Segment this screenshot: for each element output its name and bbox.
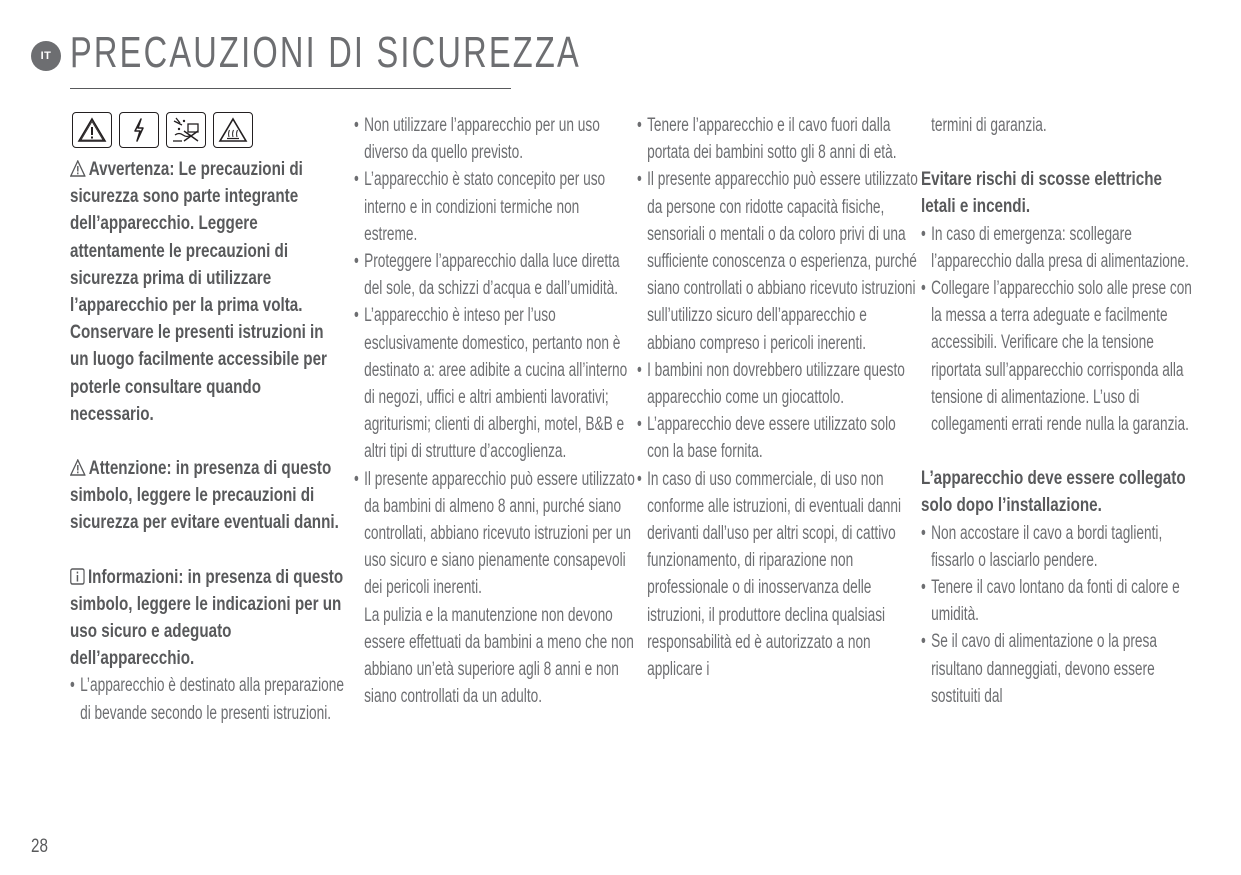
column-1 xyxy=(70,112,345,727)
list-item: • Il presente apparecchio può essere utilizzato da bambini di almeno 8 anni, purché siano controllati, abbiano ricevuto istruzioni per un uso sicuro e siano pienamente consapevoli dei pericoli inerenti. xyxy=(354,466,636,602)
do-not-immerse-icon xyxy=(166,112,206,148)
column-1-list xyxy=(70,672,345,726)
electric-safety-list xyxy=(921,221,1196,439)
list-item: • L’apparecchio è inteso per l’uso esclusivamente domestico, pertanto non è destinato a: aree adibite a cucina all’interno di negozi, uffici e altri ambienti lavorativi; agriturismi; clienti di alberghi, motel, B&B e altri tipi di strutture d’accoglienza. xyxy=(354,302,636,465)
cleaning-paragraph: La pulizia e la manutenzione non devono essere effettuati da bambini a meno che non abbiano un’età superiore agli 8 anni e non siano controllati da un adulto. xyxy=(364,604,634,708)
column-4 xyxy=(921,112,1196,710)
info-notice xyxy=(70,564,345,673)
list-item: • L’apparecchio è destinato alla preparazione di bevande secondo le presenti istruzioni. xyxy=(70,672,352,726)
list-item: • Tenere il cavo lontano da fonti di calore e umidità. xyxy=(921,574,1203,628)
list-item: • Non utilizzare l’apparecchio per un uso diverso da quello previsto. xyxy=(354,112,636,166)
list-item: • Se il cavo di alimentazione o la presa risultano danneggiati, devono essere sostituiti dal xyxy=(921,628,1203,710)
warning-icon xyxy=(70,160,86,177)
section-heading-electric: Evitare rischi di scosse elettriche letali e incendi. xyxy=(921,168,1162,218)
column-3-list xyxy=(637,112,918,683)
safety-symbols xyxy=(72,112,345,148)
column-2-list xyxy=(354,112,635,602)
list-item: • Il presente apparecchio può essere utilizzato da persone con ridotte capacità fisiche, sensoriali o mentali o da coloro privi di una sufficiente conoscenza o esperienza, purché siano controllati o abbiano ricevuto istruzioni sull’utilizzo sicuro dell’apparecchio e abbiano compreso i pericoli inerenti. xyxy=(637,166,919,356)
page-title: PRECAUZIONI DI SICUREZZA xyxy=(70,28,581,77)
warning-notice xyxy=(70,156,345,428)
language-badge: IT xyxy=(31,41,61,71)
page-number: 28 xyxy=(31,836,48,857)
list-item: • In caso di uso commerciale, di uso non conforme alle istruzioni, di eventuali danni derivanti dall’uso per altri scopi, di cattivo funzionamento, di riparazione non professionale o di inosservanza delle istruzioni, il produttore declina qualsiasi responsabilità ed è autorizzato a non applicare i xyxy=(637,466,919,684)
list-item: • In caso di emergenza: scollegare l’apparecchio dalla presa di alimentazione. xyxy=(921,221,1203,275)
installation-list xyxy=(921,520,1196,710)
column-3 xyxy=(637,112,918,683)
warning-text: Avvertenza: Le precauzioni di sicurezza sono parte integrante dell’apparecchio. Leggere attentamente le precauzioni di sicurezza prima di utilizzare l’apparecchio per la prima volta. Conservare le presenti istruzioni in un luogo facilmente accessibile per poterle consultare quando necessario. xyxy=(70,158,327,425)
list-item: • Tenere l’apparecchio e il cavo fuori dalla portata dei bambini sotto gli 8 anni di età. xyxy=(637,112,919,166)
attention-notice xyxy=(70,455,345,537)
section-heading-installation: L’apparecchio deve essere collegato solo dopo l’installazione. xyxy=(921,467,1186,517)
warning-icon xyxy=(70,459,86,476)
list-item: • Non accostare il cavo a bordi taglienti, fissarlo o lasciarlo pendere. xyxy=(921,520,1203,574)
info-text: Informazioni: in presenza di questo simbolo, leggere le indicazioni per un uso sicuro e adeguato dell’apparecchio. xyxy=(70,565,344,670)
attention-text: Attenzione: in presenza di questo simbolo, leggere le precauzioni di sicurezza per evitare eventuali danni. xyxy=(70,457,339,534)
list-item: • L’apparecchio è stato concepito per uso interno e in condizioni termiche non estreme. xyxy=(354,166,636,248)
list-item: • Proteggere l’apparecchio dalla luce diretta del sole, da schizzi d’acqua e dall’umidità. xyxy=(354,248,636,302)
list-item: • L’apparecchio deve essere utilizzato solo con la base fornita. xyxy=(637,411,919,465)
continued-text: termini di garanzia. xyxy=(931,115,1047,136)
hot-surface-icon xyxy=(213,112,253,148)
warning-icon xyxy=(72,112,112,148)
info-icon xyxy=(70,568,85,585)
list-item: • I bambini non dovrebbero utilizzare questo apparecchio come un giocattolo. xyxy=(637,357,919,411)
column-2 xyxy=(354,112,635,710)
electric-shock-icon xyxy=(119,112,159,148)
title-divider xyxy=(70,88,511,89)
list-item: • Collegare l’apparecchio solo alle prese con la messa a terra adeguate e facilmente accessibili. Verificare che la tensione riportata sull’apparecchio corrisponda alla tensione di alimentazione. L’uso di collegamenti errati rende nulla la garanzia. xyxy=(921,275,1203,438)
